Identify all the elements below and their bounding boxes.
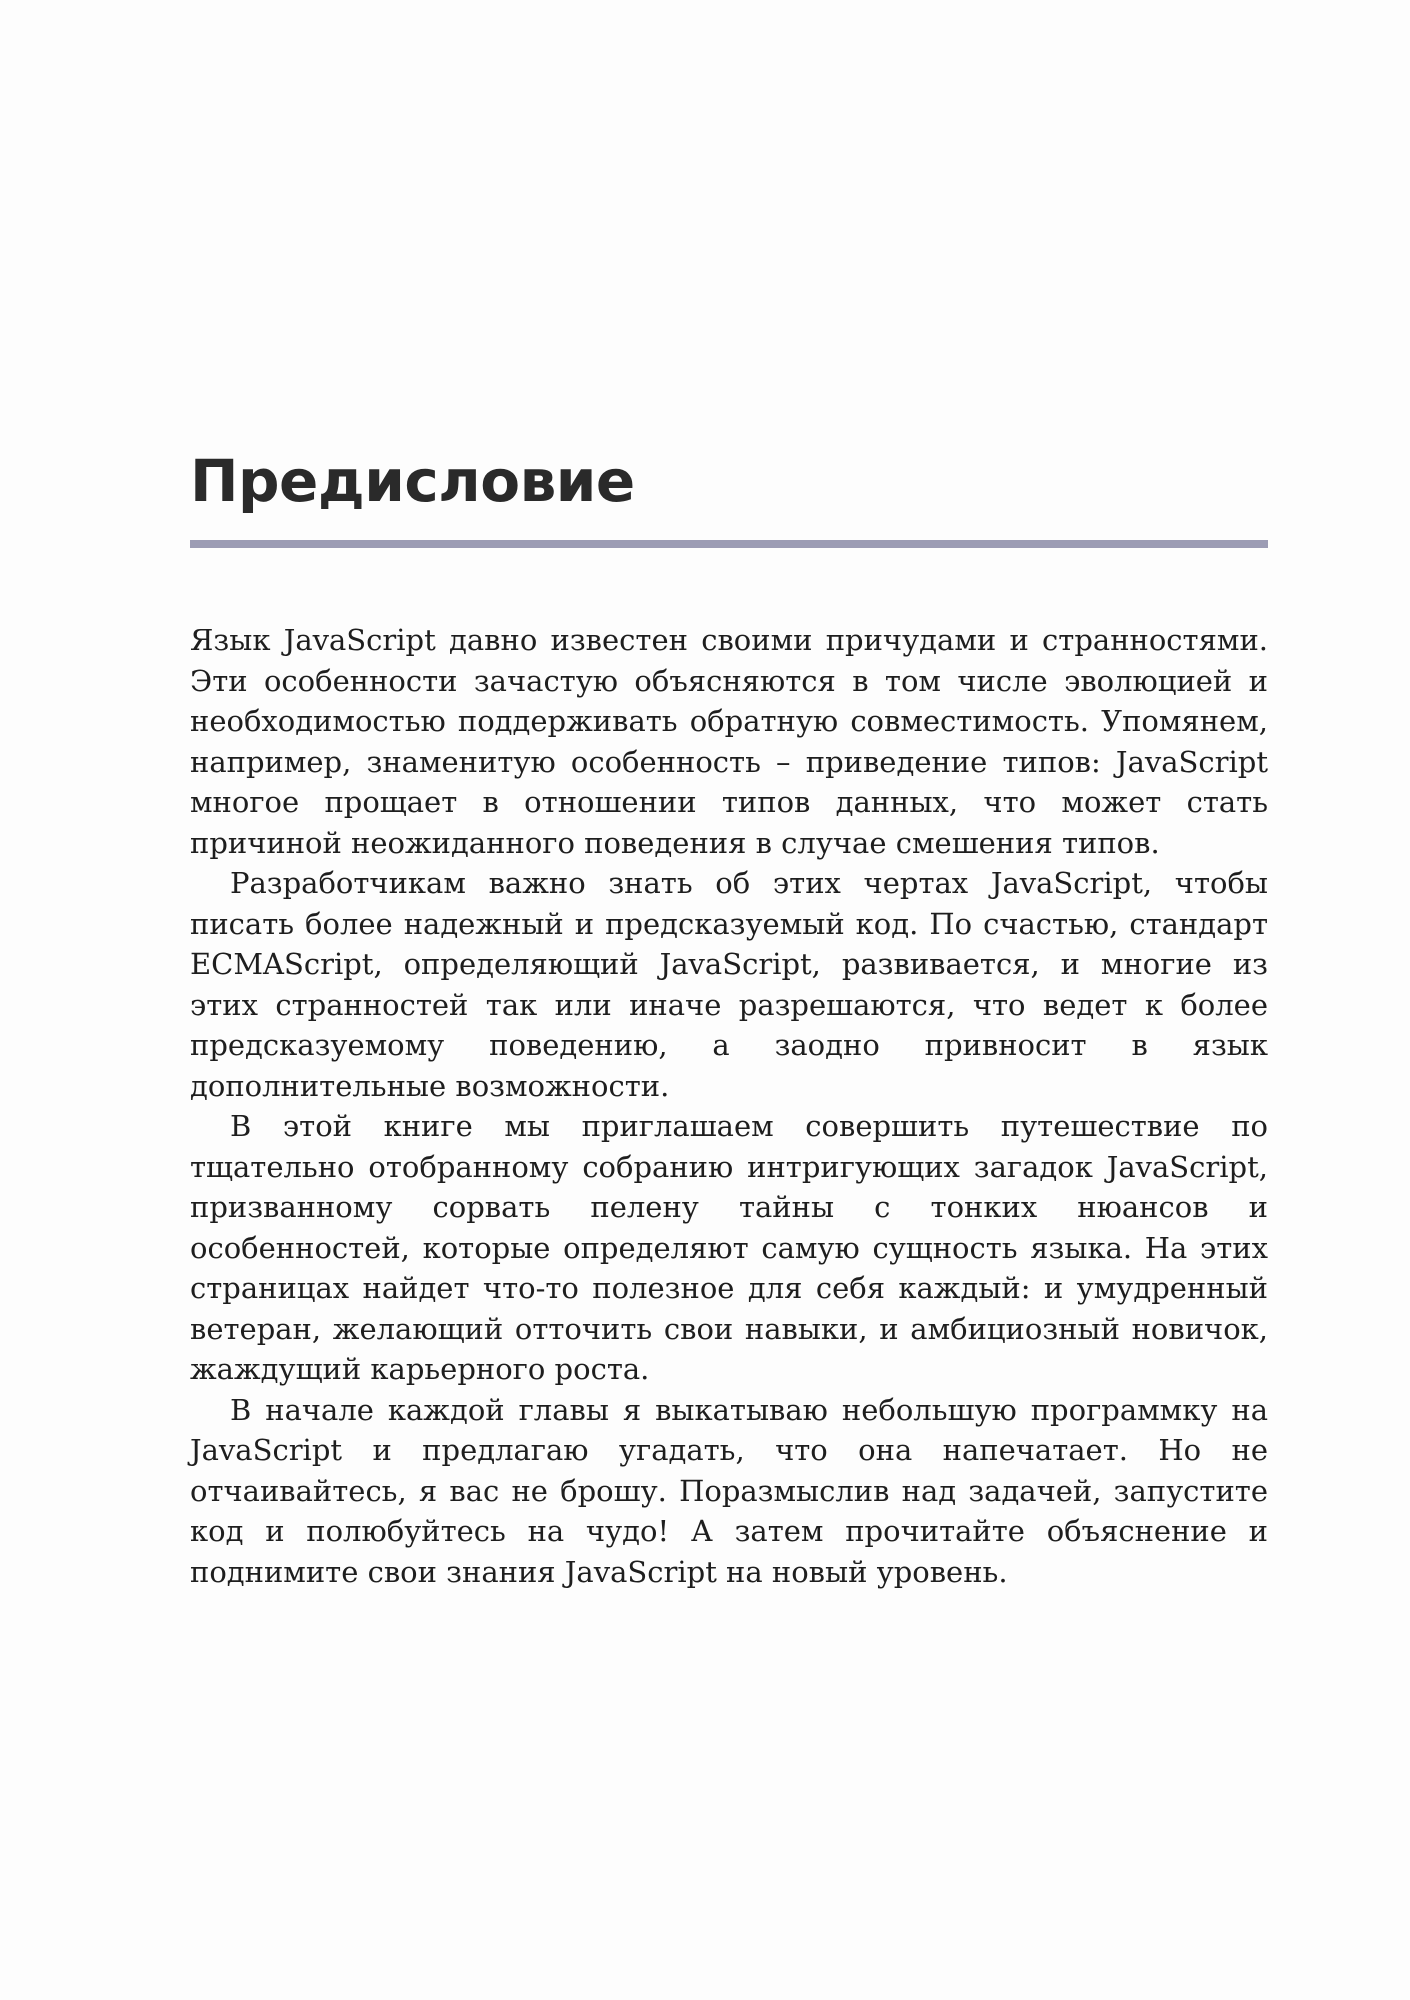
paragraph-2: Разработчикам важно знать об этих чертах JavaScript, чтобы писать более надежный и предсказуемый код. По счастью, стандарт ECMAScript, определяющий JavaScript, развивается, и многие из этих странностей так или иначе разрешаются, что ведет к более предсказуемому поведению, а заодно привносит в язык дополнительные возможности. [190,866,1268,1103]
paragraph-4: В начале каждой главы я выкатываю небольшую программку на JavaScript и предлагаю угадать, что она напечатает. Но не отчаивайтесь, я вас не брошу. Поразмыслив над задачей, запустите код и полюбуйтесь на чудо! А затем прочитайте объяснение и поднимите свои знания JavaScript на новый уровень. [190,1392,1268,1589]
paragraph-1: Язык JavaScript давно известен своими причудами и странностями. Эти особенности зачастую объясняются в том числе эволюцией и необходимостью поддерживать обратную совместимость. Упомянем, например, знаменитую особенность – приведение типов: JavaScript многое прощает в отношении типов данных, что может стать причиной неожиданного поведения в случае смешения типов. [190,623,1268,860]
title-underline-rule [190,540,1268,548]
paragraph-3: В этой книге мы приглашаем совершить путешествие по тщательно отобранному собранию интригующих загадок JavaScript, призванному сорвать пелену тайны с тонких нюансов и особенностей, которые определяют самую сущность языка. На этих страницах найдет что-то полезное для себя каждый: и умудренный ветеран, желающий отточить свои навыки, и амбициозный новичок, жаждущий карьерного роста. [190,1109,1268,1386]
chapter-title: Предисловие [190,447,635,515]
preface-body [190,620,1268,1592]
